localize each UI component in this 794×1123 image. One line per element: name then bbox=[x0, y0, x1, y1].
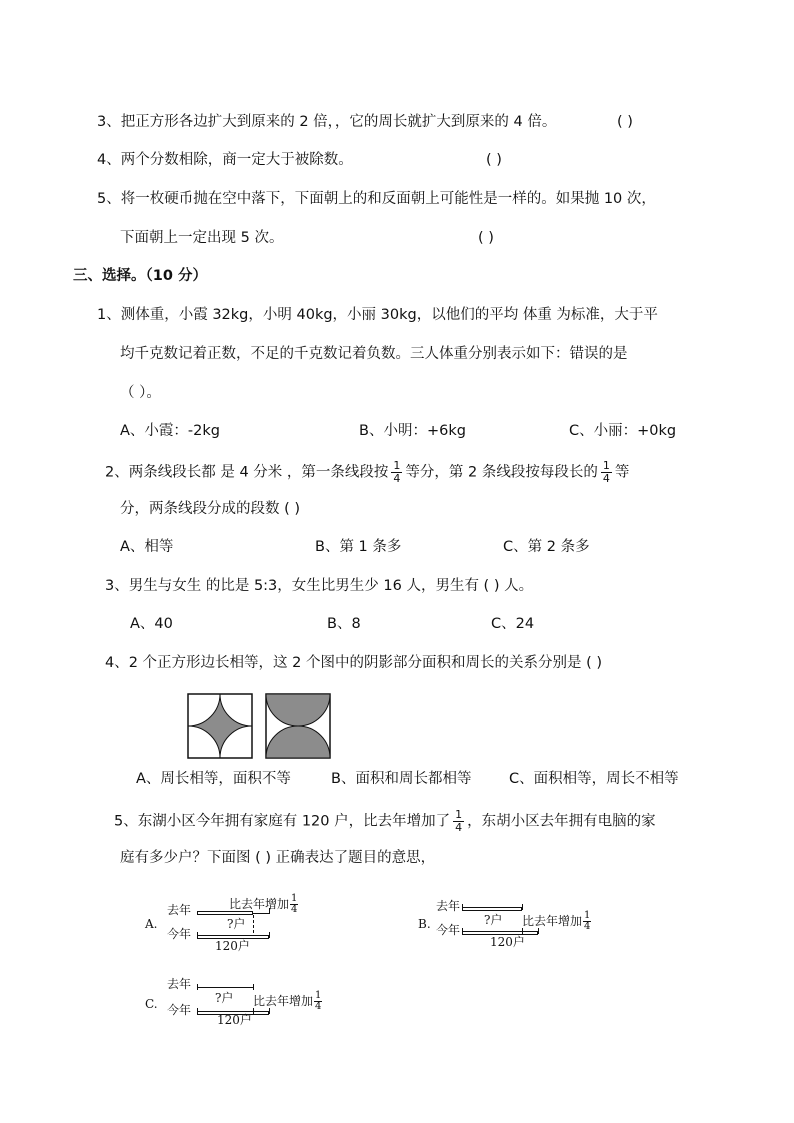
choice-q4-option-b[interactable]: B、面积和周长都相等 bbox=[331, 771, 472, 787]
fraction-quarter: $\frac{1}{4}$ bbox=[455, 808, 463, 834]
judge-q4-answer[interactable]: ( ) bbox=[486, 152, 502, 168]
square-figure-1 bbox=[187, 693, 253, 759]
judge-q5-answer[interactable]: ( ) bbox=[478, 230, 494, 246]
square-figure-2 bbox=[265, 693, 331, 759]
choice-q2-option-c[interactable]: C、第 2 条多 bbox=[503, 539, 590, 555]
choice-q1-line1: 1、测体重，小霞 32kg，小明 40kg，小丽 30kg，以他们的平均 体重 为标准，大于平 bbox=[97, 307, 658, 323]
choice-q3-option-a[interactable]: A、40 bbox=[130, 616, 173, 632]
choice-q4-option-c[interactable]: C、面积相等，周长不相等 bbox=[509, 771, 679, 787]
choice-q1-option-a[interactable]: A、小霞：-2kg bbox=[120, 423, 220, 439]
line-diagram-a[interactable]: A. 去年 今年 比去年增加 $\frac{1}{4}$ ?户 120户 bbox=[145, 893, 298, 953]
choice-q3-text: 3、男生与女生 的比是 5:3，女生比男生少 16 人，男生有 ( ) 人。 bbox=[105, 578, 534, 594]
fraction-quarter: $\frac{1}{4}$ bbox=[602, 459, 610, 485]
choice-q5-line1: 5、东湖小区今年拥有家庭有 120 户，比去年增加了 $\frac{1}{4}$ ，东胡小区去年拥有电脑的家 bbox=[114, 808, 656, 834]
judge-q5-line2: 下面朝上一定出现 5 次。 bbox=[120, 230, 284, 246]
choice-q1-option-b[interactable]: B、小明：+6kg bbox=[359, 423, 466, 439]
choice-q4-text: 4、2 个正方形边长相等，这 2 个图中的阴影部分面积和周长的关系分别是 ( ) bbox=[105, 655, 603, 671]
line-diagram-c[interactable]: C. 去年 今年 ?户 比去年增加 $\frac{1}{4}$ 120户 bbox=[145, 977, 322, 1027]
judge-q3: 3、把正方形各边扩大到原来的 2 倍，，它的周长就扩大到原来的 4 倍。 bbox=[97, 114, 557, 130]
choice-q3-option-b[interactable]: B、8 bbox=[327, 616, 361, 632]
choice-q4-option-a[interactable]: A、周长相等，面积不等 bbox=[136, 771, 291, 787]
choice-q2-line2[interactable]: 分，两条线段分成的段数 ( ) bbox=[120, 501, 301, 517]
judge-q3-answer[interactable]: ( ) bbox=[617, 114, 633, 130]
choice-q1-line2: 均千克数记着正数，不足的千克数记着负数。三人体重分别表示如下：错误的是 bbox=[120, 346, 628, 362]
choice-q2-option-a[interactable]: A、相等 bbox=[120, 539, 174, 555]
choice-q2-line1: 2、两条线段长都 是 4 分米 ，第一条线段按 $\frac{1}{4}$ 等分，第 2 条线段按每段长的 $\frac{1}{4}$ 等 bbox=[105, 459, 630, 485]
judge-q4: 4、两个分数相除，商一定大于被除数。 bbox=[97, 152, 353, 168]
choice-q3-option-c[interactable]: C、24 bbox=[491, 616, 535, 632]
choice-q2-option-b[interactable]: B、第 1 条多 bbox=[315, 539, 402, 555]
choice-q1-answer[interactable]: （ ）。 bbox=[120, 385, 161, 401]
choice-q5-line2[interactable]: 庭有多少户？下面图 ( ) 正确表达了题目的意思， bbox=[120, 850, 436, 866]
fraction-quarter: $\frac{1}{4}$ bbox=[393, 459, 401, 485]
section-title: 三、选择。（10 分） bbox=[73, 268, 207, 284]
choice-q1-option-c[interactable]: C、小丽：+0kg bbox=[569, 423, 677, 439]
line-diagram-b[interactable]: B. 去年 今年 ?户 比去年增加 $\frac{1}{4}$ 120户 bbox=[418, 899, 591, 949]
judge-q5-line1: 5、将一枚硬币抛在空中落下，下面朝上的和反面朝上可能性是一样的。如果抛 10 次， bbox=[97, 191, 656, 207]
